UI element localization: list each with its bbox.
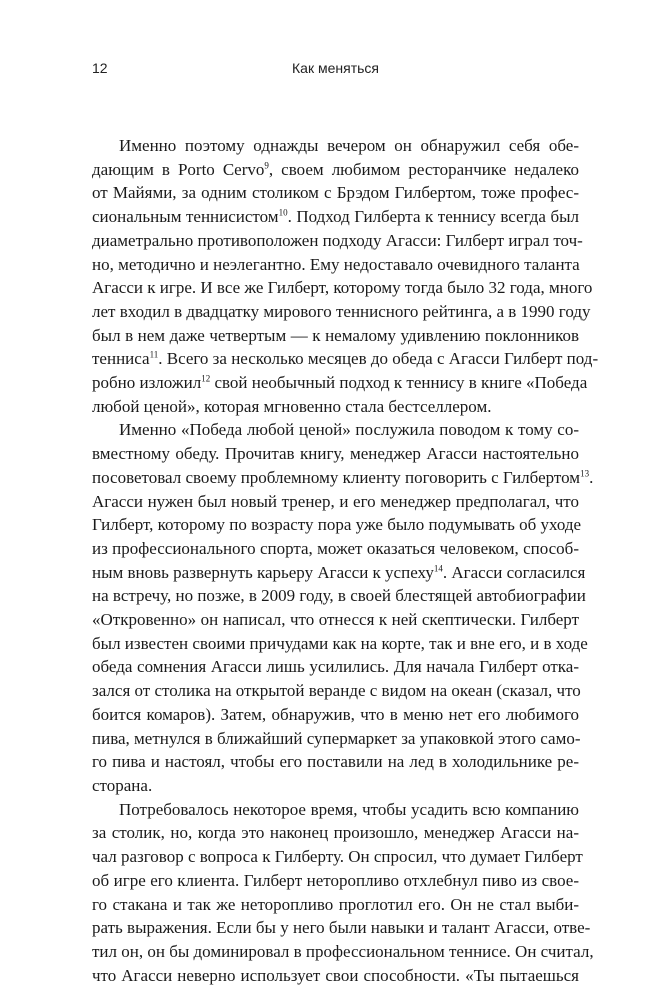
text-line: «Откровенно» он написал, что отнесся к ней скептически. Гилберт <box>92 610 579 630</box>
running-header <box>92 60 579 82</box>
text-line: зался от столика на открытой веранде с видом на океан (сказал, что <box>92 681 581 701</box>
text-line: об игре его клиента. Гилберт неторопливо отхлебнул пиво из свое- <box>92 870 579 890</box>
text-line: был известен своими причудами как на корте, так и вне его, и в ходе <box>92 633 588 653</box>
text-line: пива, метнулся в ближайший супермаркет за упаковкой этого само- <box>92 728 581 748</box>
footnote-marker: 9 <box>264 160 269 171</box>
text-line: чал разговор с вопроса к Гилберту. Он спросил, что думает Гилберт <box>92 847 583 867</box>
text-line: го стакана и так же неторопливо проглотил его. Он не стал выби- <box>92 894 579 914</box>
text-line: Агасси нужен был новый тренер, и его менеджер предполагал, что <box>92 491 579 511</box>
text-line: сиональным теннисистом$^{10}$. Подход Гилберта к теннису всегда был <box>92 207 579 227</box>
paragraph <box>92 418 594 797</box>
text-line: Агасси к игре. И все же Гилберт, которому тогда было 32 года, много <box>92 278 593 298</box>
text-line: был в нем даже четвертым — к немалому удивлению поклонников <box>92 325 579 345</box>
text-line: сторана. <box>92 775 153 795</box>
text-line: Именно поэтому однажды вечером он обнаружил себя обе- <box>119 136 579 155</box>
text-line: тил он, он бы доминировал в профессиональном теннисе. Он считал, <box>92 941 594 961</box>
text-line: любой ценой», которая мгновенно стала бестселлером. <box>92 396 492 416</box>
body-text <box>92 134 599 987</box>
text-line: от Майями, за одним столиком с Брэдом Гилбертом, тоже профес- <box>92 183 579 203</box>
text-line: рать выражения. Если бы у него были навыки и талант Агасси, отве- <box>92 918 591 938</box>
text-line: робно изложил$^{12}$ свой необычный подход к теннису в книге «Победа <box>92 373 588 393</box>
text-line: из профессионального спорта, может оказаться человеком, способ- <box>92 538 579 558</box>
text-line: го пива и настоял, чтобы его поставили на лед в холодильнике ре- <box>92 752 579 772</box>
text-line: ным вновь развернуть карьеру Агасси к успеху$^{14}$. Агасси согласился <box>92 562 586 582</box>
text-line: что Агасси неверно использует свои способности. «Ты пытаешься <box>92 965 579 985</box>
text-line: дающим в Porto Cervo$^9$, своем любимом ресторанчике недалеко <box>92 159 579 179</box>
text-line: Именно «Победа любой ценой» послужила поводом к тому со- <box>119 420 579 440</box>
text-line: тенниса$^{11}$. Всего за несколько месяцев до обеда с Агасси Гилберт под- <box>92 349 599 369</box>
text-line: лет входил в двадцатку мирового теннисного рейтинга, а в 1990 году <box>92 301 591 321</box>
text-line: боится комаров). Затем, обнаружив, что в меню нет его любимого <box>92 704 579 724</box>
footnote-marker: 10 <box>278 207 288 218</box>
text-line: обеда сомнения Агасси лишь усилились. Для начала Гилберт отка- <box>92 657 579 677</box>
text-line: Гилберт, которому по возрасту пора уже было подумывать об уходе <box>92 515 582 535</box>
footnote-marker: 12 <box>201 373 211 384</box>
text-line: Потребовалось некоторое время, чтобы усадить всю компанию <box>119 799 579 819</box>
paragraph <box>92 798 594 988</box>
paragraph <box>92 134 599 418</box>
text-line: диаметрально противоположен подходу Агасси: Гилберт играл точ- <box>92 230 583 250</box>
text-line: за столик, но, когда это наконец произошло, менеджер Агасси на- <box>92 823 579 843</box>
footnote-marker: 14 <box>433 563 443 573</box>
text-line: но, методично и неэлегантно. Ему недоставало очевидного таланта <box>92 254 580 274</box>
running-title: Как меняться <box>292 60 379 76</box>
page-number: 12 <box>92 60 108 76</box>
text-line: вместному обеду. Прочитав книгу, менеджер Агасси настоятельно <box>92 444 579 464</box>
footnote-marker: 13 <box>580 468 590 479</box>
text-line: на встречу, но позже, в 2009 году, в своей блестящей автобиографии <box>92 586 586 606</box>
text-line: посоветовал своему проблемному клиенту поговорить с Гилбертом$^{13}$. <box>92 467 594 487</box>
footnote-marker: 11 <box>149 349 159 360</box>
